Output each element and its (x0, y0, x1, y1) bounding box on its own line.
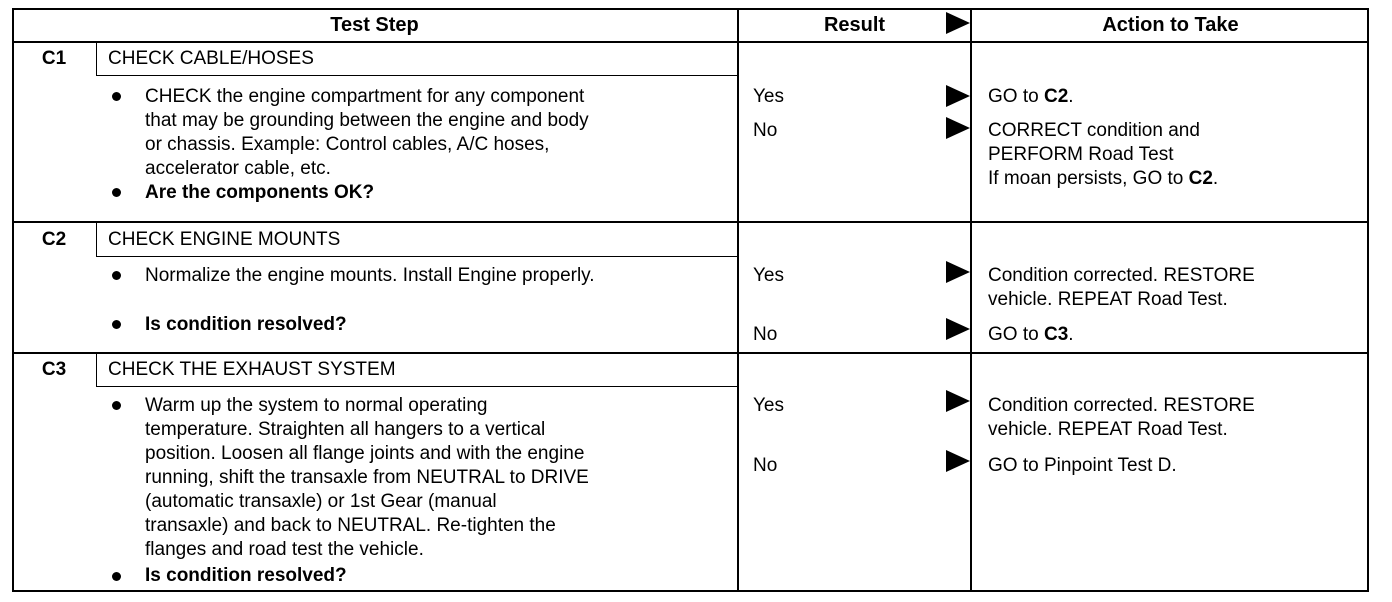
instruction-line: Normalize the engine mounts. Install Engine properly. (145, 265, 595, 286)
instruction-line: CHECK the engine compartment for any component (145, 86, 585, 107)
step-title: CHECK ENGINE MOUNTS (108, 229, 341, 250)
c3-id-divider (96, 353, 97, 387)
step-id: C1 (41, 48, 67, 69)
result-column-divider (737, 8, 739, 592)
action-line: vehicle. REPEAT Road Test. (988, 289, 1228, 310)
action-line: GO to C2. (988, 86, 1074, 107)
action-line: Condition corrected. RESTORE (988, 395, 1255, 416)
result-label: No (753, 324, 778, 345)
instruction-line: transaxle) and back to NEUTRAL. Re-tighten the (145, 515, 556, 536)
instruction-line: (automatic transaxle) or 1st Gear (manual (145, 491, 497, 512)
header-result: Result (823, 14, 886, 36)
action-column-divider (970, 8, 972, 592)
instruction-line: running, shift the transaxle from NEUTRAL to DRIVE (145, 467, 589, 488)
step-title: CHECK CABLE/HOSES (108, 48, 314, 69)
result-label: Yes (753, 265, 784, 286)
result-label: Yes (753, 395, 784, 416)
bullet-icon (112, 320, 121, 329)
bullet-icon (112, 188, 121, 197)
action-line: Condition corrected. RESTORE (988, 265, 1255, 286)
c1-title-underline (96, 75, 737, 76)
result-label: No (753, 120, 778, 141)
header-test-step: Test Step (330, 14, 419, 36)
action-line: CORRECT condition and (988, 120, 1200, 141)
c1-id-divider (96, 41, 97, 76)
row-divider-c2-c3 (12, 352, 1369, 354)
result-arrow-icon (946, 318, 970, 340)
bullet-icon (112, 572, 121, 581)
step-question: Are the components OK? (145, 182, 375, 203)
instruction-line: temperature. Straighten all hangers to a vertical (145, 419, 546, 440)
instruction-line: accelerator cable, etc. (145, 158, 331, 179)
result-arrow-icon (946, 261, 970, 283)
result-arrow-icon (946, 450, 970, 472)
instruction-line: flanges and road test the vehicle. (145, 539, 424, 560)
action-line: If moan persists, GO to C2. (988, 168, 1219, 189)
instruction-line: position. Loosen all flange joints and with the engine (145, 443, 585, 464)
instruction-line: that may be grounding between the engine and body (145, 110, 589, 131)
result-arrow-icon (946, 85, 970, 107)
result-arrow-icon (946, 117, 970, 139)
bullet-icon (112, 271, 121, 280)
step-question: Is condition resolved? (145, 314, 347, 335)
action-line: vehicle. REPEAT Road Test. (988, 419, 1228, 440)
step-id: C2 (41, 229, 67, 250)
c2-id-divider (96, 222, 97, 257)
step-question: Is condition resolved? (145, 565, 347, 586)
step-title: CHECK THE EXHAUST SYSTEM (108, 359, 396, 380)
result-arrow-icon (946, 390, 970, 412)
c3-title-underline (96, 386, 737, 387)
bullet-icon (112, 401, 121, 410)
c2-title-underline (96, 256, 737, 257)
result-label: No (753, 455, 778, 476)
row-divider-c1-c2 (12, 221, 1369, 223)
instruction-line: or chassis. Example: Control cables, A/C hoses, (145, 134, 550, 155)
action-line: GO to Pinpoint Test D. (988, 455, 1177, 476)
header-divider (12, 41, 1369, 43)
header-arrow-icon (946, 12, 970, 34)
action-line: GO to C3. (988, 324, 1074, 345)
result-label: Yes (753, 86, 784, 107)
header-action: Action to Take (1102, 14, 1239, 36)
bullet-icon (112, 92, 121, 101)
action-line: PERFORM Road Test (988, 144, 1174, 165)
step-id: C3 (41, 359, 67, 380)
instruction-line: Warm up the system to normal operating (145, 395, 488, 416)
